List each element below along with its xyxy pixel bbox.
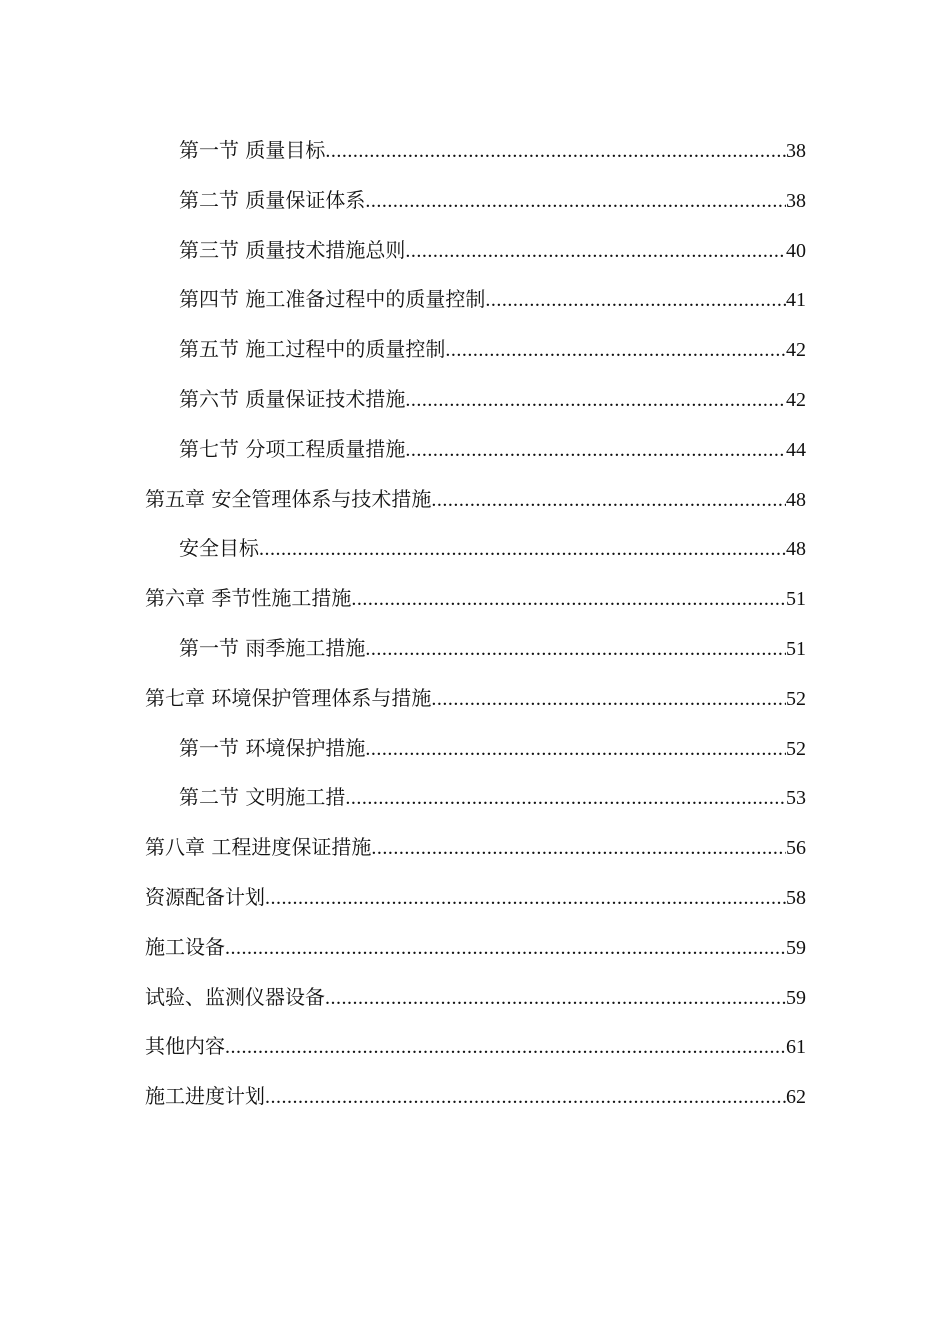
toc-dot-leader — [405, 383, 786, 417]
toc-dot-leader — [225, 1030, 786, 1064]
toc-entry[interactable] — [145, 282, 806, 332]
toc-entry-label: 第一节 质量目标 — [179, 138, 326, 162]
toc-entry-label: 第六章 季节性施工措施 — [145, 586, 352, 611]
toc-entry[interactable] — [145, 731, 806, 781]
toc-entry[interactable] — [145, 780, 806, 830]
table-of-contents — [145, 133, 806, 1129]
toc-page-number: 59 — [786, 986, 806, 1009]
toc-dot-leader — [445, 333, 786, 367]
toc-dot-leader — [431, 483, 786, 517]
toc-page-number: 38 — [786, 189, 806, 212]
toc-entry-label: 安全目标 — [179, 536, 259, 561]
toc-entry[interactable] — [145, 631, 806, 681]
toc-chapter-entry[interactable] — [145, 980, 806, 1030]
toc-dot-leader — [265, 1080, 786, 1114]
toc-entry-label: 试验、监测仪器设备 — [145, 984, 325, 1009]
toc-entry[interactable] — [145, 183, 806, 233]
toc-dot-leader — [405, 433, 786, 467]
toc-entry-label: 施工设备 — [145, 934, 225, 959]
toc-dot-leader — [371, 831, 786, 865]
toc-dot-leader — [265, 881, 786, 915]
toc-entry[interactable] — [145, 233, 806, 283]
toc-entry[interactable] — [145, 531, 806, 581]
toc-chapter-entry[interactable] — [145, 930, 806, 980]
toc-page-number: 58 — [786, 886, 806, 909]
toc-dot-leader — [431, 682, 786, 716]
toc-entry[interactable] — [145, 332, 806, 382]
toc-entry-label: 资源配备计划 — [145, 884, 265, 909]
toc-dot-leader — [325, 134, 786, 168]
toc-entry[interactable] — [145, 382, 806, 432]
toc-dot-leader — [485, 283, 786, 317]
toc-page-number: 51 — [786, 637, 806, 660]
toc-page-number: 42 — [786, 339, 806, 362]
toc-page-number: 52 — [786, 687, 806, 710]
toc-dot-leader — [225, 931, 786, 965]
toc-entry-label: 第三节 质量技术措施总则 — [179, 237, 406, 262]
toc-entry-label: 施工进度计划 — [145, 1084, 265, 1109]
toc-entry-label: 第六节 质量保证技术措施 — [179, 386, 406, 411]
toc-page-number: 38 — [786, 140, 806, 162]
toc-chapter-entry[interactable] — [145, 482, 806, 532]
toc-page-number: 52 — [786, 737, 806, 760]
toc-page-number: 44 — [786, 438, 806, 461]
toc-entry-label: 其他内容 — [145, 1034, 225, 1059]
toc-entry[interactable] — [145, 133, 806, 183]
toc-entry-label: 第二节 文明施工措 — [179, 785, 346, 810]
toc-entry-label: 第四节 施工准备过程中的质量控制 — [179, 287, 486, 312]
toc-page-number: 48 — [786, 488, 806, 511]
toc-chapter-entry[interactable] — [145, 1079, 806, 1129]
toc-page-number: 51 — [786, 588, 806, 611]
toc-dot-leader — [325, 981, 786, 1015]
toc-entry-label: 第一节 雨季施工措施 — [179, 635, 366, 660]
toc-chapter-entry[interactable] — [145, 830, 806, 880]
toc-dot-leader — [259, 532, 786, 566]
toc-page-number: 42 — [786, 388, 806, 411]
toc-entry-label: 第五章 安全管理体系与技术措施 — [145, 486, 432, 511]
toc-chapter-entry[interactable] — [145, 581, 806, 631]
toc-chapter-entry[interactable] — [145, 880, 806, 930]
toc-page-number: 59 — [786, 936, 806, 959]
toc-page-number: 61 — [786, 1036, 806, 1059]
toc-entry-label: 第七节 分项工程质量措施 — [179, 436, 406, 461]
toc-entry-label: 第二节 质量保证体系 — [179, 187, 366, 212]
toc-chapter-entry[interactable] — [145, 1029, 806, 1079]
toc-dot-leader — [351, 582, 786, 616]
toc-entry-label: 第一节 环境保护措施 — [179, 735, 366, 760]
toc-entry[interactable] — [145, 432, 806, 482]
toc-page-number: 56 — [786, 837, 806, 860]
toc-dot-leader — [365, 732, 786, 766]
toc-dot-leader — [365, 184, 786, 218]
toc-page-number: 53 — [786, 787, 806, 810]
toc-dot-leader — [365, 632, 786, 666]
toc-entry-label: 第八章 工程进度保证措施 — [145, 835, 372, 860]
toc-entry-label: 第五节 施工过程中的质量控制 — [179, 337, 446, 362]
toc-page-number: 40 — [786, 239, 806, 262]
toc-page-number: 41 — [786, 289, 806, 312]
toc-page-number: 48 — [786, 538, 806, 561]
toc-page-number: 62 — [786, 1086, 806, 1109]
toc-dot-leader — [345, 781, 786, 815]
toc-dot-leader — [405, 234, 786, 268]
toc-chapter-entry[interactable] — [145, 681, 806, 731]
toc-entry-label: 第七章 环境保护管理体系与措施 — [145, 685, 432, 710]
